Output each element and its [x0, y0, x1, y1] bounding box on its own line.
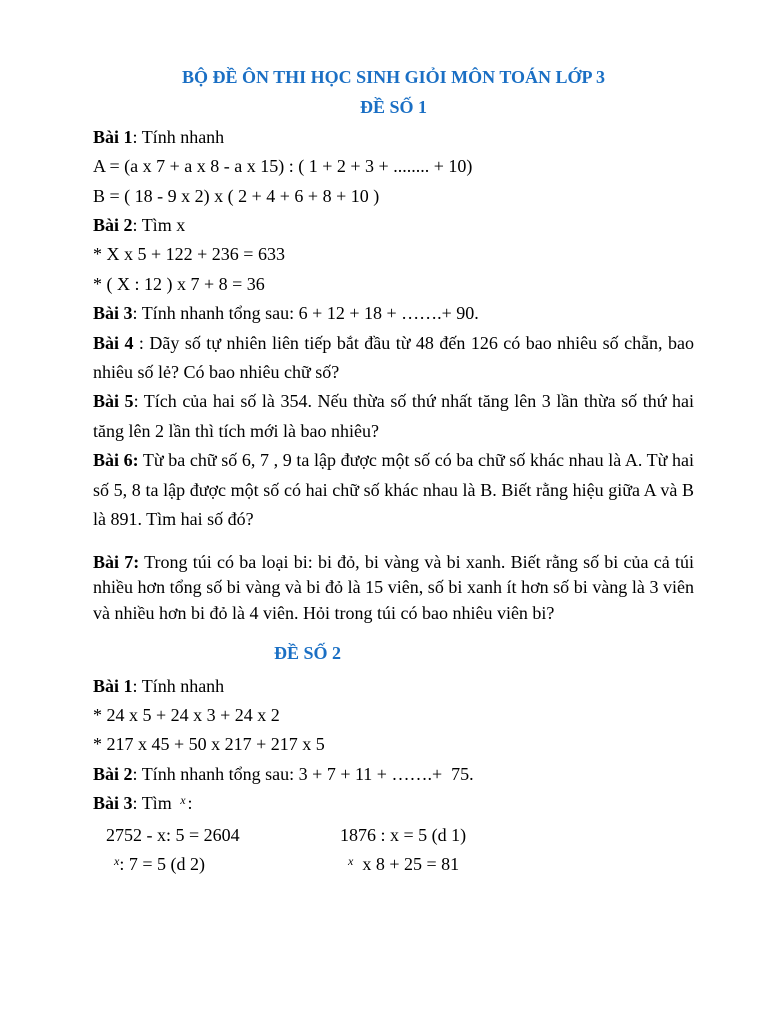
exam-1-problem-5	[93, 387, 694, 446]
problem-text: : Tích của hai số là 354. Nếu thừa số thứ nhất tăng lên 3 lần thừa số thứ hai tăng lên 2 lần thì tích mới là bao nhiêu?	[93, 391, 694, 441]
document-body	[93, 63, 694, 881]
equation-right-text: x 8 + 25 = 81	[362, 853, 460, 874]
exam-1-problem-2	[93, 211, 694, 240]
equation-right: 1876 : x = 5 (d 1)	[340, 824, 467, 845]
problem-label: Bài 4	[93, 332, 134, 353]
problem-text: : Tìm x	[132, 215, 186, 236]
equation-right	[340, 850, 694, 881]
variable-x: x	[114, 853, 120, 868]
exam-1-problem-7	[93, 550, 694, 627]
expression-line: * 217 x 45 + 50 x 217 + 217 x 5	[93, 734, 325, 755]
equation-left-text: : 7 = 5 (d 2)	[119, 853, 205, 874]
expression-line-a: A = (a x 7 + a x 8 - a x 15) : ( 1 + 2 + 3 + ........ + 10)	[93, 156, 473, 177]
variable-x: x	[180, 793, 186, 808]
exam-1-problem-6	[93, 446, 694, 534]
equation-left: 2752 - x: 5 = 2604	[106, 824, 240, 845]
problem-text: Trong túi có ba loại bi: bi đỏ, bi vàng và bi xanh. Biết rằng số bi của cả túi nhiều hơn tổng số bi vàng và bi đỏ là 15 viên, số bi xanh ít hơn số bi vàng là 3 viên và nhiều hơn bi đỏ là 4 viên. Hỏi trong túi có bao nhiêu viên bi?	[93, 551, 694, 623]
equation-line: * X x 5 + 122 + 236 = 633	[93, 244, 285, 265]
variable-x: x	[348, 853, 354, 868]
problem-label: Bài 2	[93, 215, 133, 236]
problem-text: : Dãy số tự nhiên liên tiếp bắt đầu từ 48 đến 126 có bao nhiêu số chẵn, bao nhiêu số lẻ? Có bao nhiêu chữ số?	[93, 332, 694, 383]
problem-label: Bài 5	[93, 391, 134, 412]
expression-line: * 24 x 5 + 24 x 3 + 24 x 2	[93, 704, 280, 725]
exam-1-heading: ĐỀ SỐ 1	[359, 97, 428, 118]
problem-label: Bài 2	[93, 763, 133, 784]
exam-2-problem-1	[93, 672, 694, 701]
document-title: BỘ ĐỀ ÔN THI HỌC SINH GIỎI MÔN TOÁN LỚP 3	[181, 67, 606, 87]
problem-text: : Tính nhanh tổng sau: 3 + 7 + 11 + …….+ 75.	[132, 763, 474, 784]
problem-text: : Tìm	[132, 793, 177, 814]
problem-label: Bài 3	[93, 303, 133, 324]
exam-2-heading: ĐỀ SỐ 2	[274, 642, 342, 663]
problem-label: Bài 3	[93, 793, 133, 814]
problem-label: Bài 1	[93, 675, 133, 696]
problem-text: : Tính nhanh	[132, 126, 225, 147]
exam-2-problem-3	[93, 789, 694, 820]
exam-2-problem-2	[93, 760, 694, 789]
equation-row-1	[93, 821, 694, 850]
problem-label: Bài 1	[93, 126, 133, 147]
problem-text: Từ ba chữ số 6, 7 , 9 ta lập được một số có ba chữ số khác nhau là A. Từ hai số 5, 8 ta lập được một số có hai chữ số khác nhau là B. Biết rằng hiệu giữa A và B là 891. Tìm hai số đó?	[93, 450, 694, 530]
exam-1-problem-1	[93, 123, 694, 152]
equation-row-2	[93, 850, 694, 881]
exam-1-problem-4	[93, 329, 694, 388]
problem-text: : Tính nhanh	[132, 675, 225, 696]
problem-text: : Tính nhanh tổng sau: 6 + 12 + 18 + …….+ 90.	[132, 303, 479, 324]
exam-1-problem-3	[93, 299, 694, 328]
equation-line: * ( X : 12 ) x 7 + 8 = 36	[93, 273, 265, 294]
equation-left	[93, 850, 340, 881]
problem-label: Bài 7:	[93, 551, 140, 572]
problem-label: Bài 6:	[93, 450, 139, 471]
expression-line-b: B = ( 18 - 9 x 2) x ( 2 + 4 + 6 + 8 + 10 )	[93, 185, 380, 206]
problem-text-end: :	[187, 793, 193, 814]
